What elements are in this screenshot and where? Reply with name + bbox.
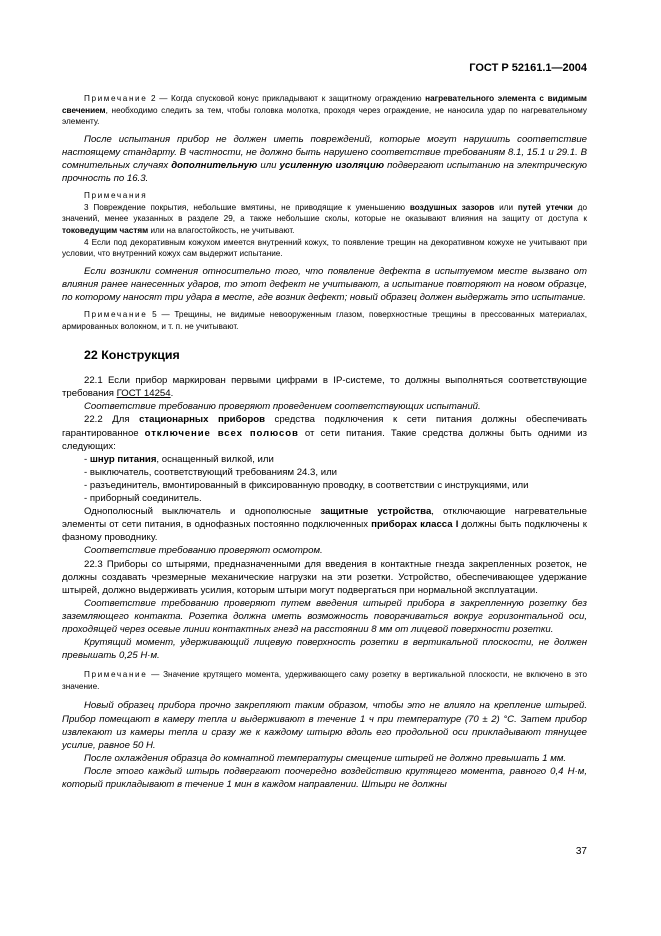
gost-14254-link[interactable]: ГОСТ 14254 (116, 388, 171, 400)
clause-22-2: 22.2 Для стационарных приборов средства подключения к сети питания должны обеспечивать гарантированное отключение всех полюсов от сети питания. Такие средства должны быть одними из следующих: (62, 414, 587, 452)
torque-paragraph: Крутящий момент, удерживающий лицевую поверхность розетки в вертикальной плоскости, не должен превышать 0,25 Н·м. (62, 637, 587, 662)
note-2: Примечание 2 — Когда спусковой конус прикладывают к защитному ограждению нагревательного элемента с видимым свечением, необходимо следить за тем, чтобы головка молотка, проходя через ограждение, не наносила удар по нагревательному элементу. (62, 94, 587, 127)
list-item: - разъединитель, вмонтированный в фиксированную проводку, в соответствии с инструкциями, или (84, 479, 529, 491)
note-5: Примечание 5 — Трещины, не видимые невооруженным глазом, поверхностные трещины в прессованных материалах, армированных волокном, и т. п. не учитывают. (62, 310, 587, 331)
notes-label: Примечания (84, 191, 148, 201)
note-torque: Примечание — Значение крутящего момента, удерживающего саму розетку в вертикальной плоскости, не включено в это значение. (62, 670, 587, 691)
note-3: 3 Повреждение покрытия, небольшие вмятины, не приводящие к уменьшению воздушных зазоров или путей утечки до значений, менее указанных в разделе 29, а также небольшие сколы, которые не оказывают влияния на защиту от доступа к токоведущим частям или на влагостойкость, не учитывают. (62, 202, 588, 235)
after-each-paragraph: После этого каждый штырь подвергают поочередно воздействию крутящего момента, равного 0,4 Н·м, который прикладывают в течение 1 мин в каждом направлении. Штыри не должны (62, 765, 587, 790)
standard-code-header: ГОСТ Р 52161.1—2004 (469, 62, 587, 74)
after-cooling-paragraph: После охлаждения образца до комнатной температуры смещение штырей не должно превышать 1 мм. (84, 752, 567, 764)
list-item: - приборный соединитель. (84, 493, 202, 505)
section-title: 22 Конструкция (84, 348, 180, 363)
list-item: - шнур питания, оснащенный вилкой, или (84, 453, 274, 465)
conformity-2: Соответствие требованию проверяют осмотром. (84, 545, 323, 557)
list-item: - выключатель, соответствующий требованиям 24.3, или (84, 466, 338, 478)
note-label: Примечание (84, 94, 148, 103)
conformity-1: Соответствие требованию проверяют проведением соответствующих испытаний. (84, 401, 481, 413)
conformity-3: Соответствие требованию проверяют путем введения штырей прибора в закрепленную розетку без заземляющего контакта. Розетка должна иметь возможность поворачиваться вокруг горизонтальной оси, проходящей через осевые линии контактных гнезд на расстоянии 8 мм от лицевой поверхности розетки. (62, 597, 587, 635)
new-sample-paragraph: Новый образец прибора прочно закрепляют таким образом, чтобы это не влияло на крепление штырей. Прибор помещают в камеру тепла и выдерживают в течение 1 ч при температуре (70 ± 2) °С. Затем прибор извлекают из камеры тепла и сразу же к каждому штырю вдоль его продольной оси прикладывают тянущее усилие, равное 50 Н. (62, 700, 587, 751)
after-test-paragraph: После испытания прибор не должен иметь повреждений, которые могут нарушить соответствие настоящему стандарту. В частности, не должно быть нарушено соответствие требованиям 8.1, 15.1 и 29.1. В сомнительных случаях дополнительную или усиленную изоляцию подвергают испытанию на электрическую прочность по 16.3. (62, 133, 587, 185)
page-content (62, 93, 587, 791)
note-4: 4 Если под декоративным кожухом имеется внутренний кожух, то появление трещин на декоративном кожухе не учитывают при условии, что внутренний кожух сам выдержит испытание. (62, 237, 587, 259)
clause-22-1: 22.1 Если прибор маркирован первыми цифрами в IP-системе, то должны выполняться соответствующие требования ГОСТ 14254. (62, 375, 587, 400)
single-pole-paragraph: Однополюсный выключатель и однополюсные защитные устройства, отключающие нагревательные элементы от сети питания, в однофазных постоянно подключенных приборах класса I должны быть подключены к фазному проводнику. (62, 506, 587, 544)
clause-22-3: 22.3 Приборы со штырями, предназначенными для введения в контактные гнезда закрепленных розеток, не должны создавать чрезмерные механические нагрузки на эти розетки. Устройство, обеспечивающее удержание штырей, должно выдерживать усилия, которым штыри могут подвергаться при нормальной эксплуатации. (62, 558, 587, 596)
page-number: 37 (575, 846, 587, 857)
doubt-paragraph: Если возникли сомнения относительно того, что появление дефекта в испытуемом месте вызвано от влияния ранее нанесенных ударов, то этот дефект не учитывают, а испытание повторяют на новом образце, по которому наносят три удара в месте, где возник дефект; новый образец должен выдержать это испытание. (62, 265, 587, 303)
